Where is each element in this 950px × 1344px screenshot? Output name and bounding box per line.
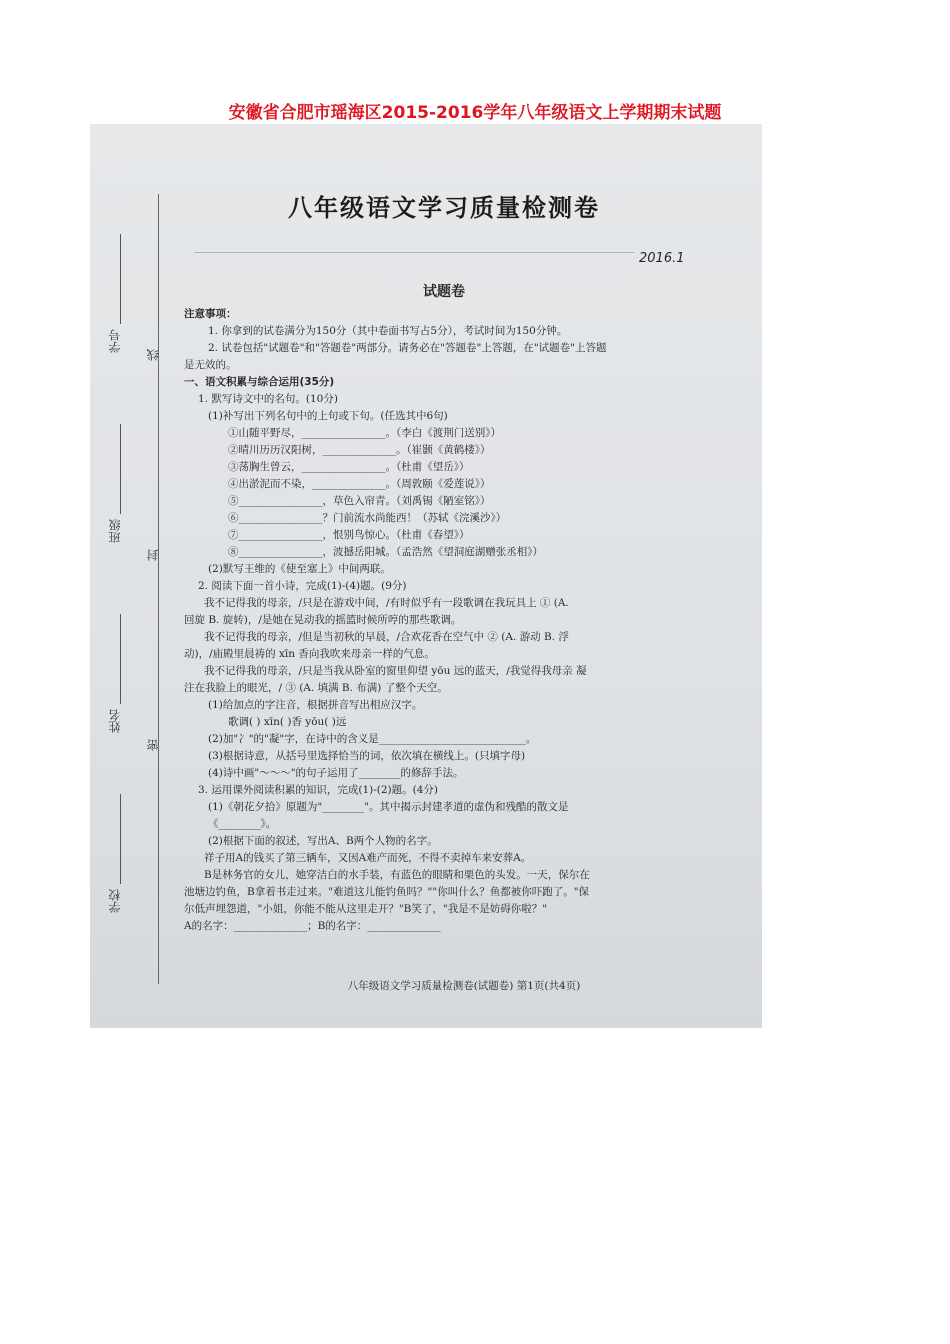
poem-line: 我不记得我的母亲，/只是当我从卧室的窗里仰望 yōu 远的蓝天，/我觉得我母亲 凝 (204, 665, 587, 677)
notice-line: 2. 试卷包括"试题卷"和"答题卷"两部分。请务必在"答题卷"上答题，在"试题卷"上答题 (208, 342, 607, 354)
question-line: 3. 运用课外阅读积累的知识，完成(1)-(2)题。(4分) (198, 784, 439, 796)
question-line: (2)默写王维的《使至塞上》中间两联。 (208, 563, 391, 575)
margin-blank-school (120, 794, 121, 884)
section-heading: 一、语文积累与综合运用(35分) (184, 376, 335, 388)
poem-line: 我不记得我的母亲，/只是在游戏中间，/有时似乎有一段歌调在我玩具上 ① (A. (204, 597, 569, 609)
passage-line: B是林务官的女儿，她穿洁白的水手装，有蓝色的眼睛和栗色的头发。一天，保尔在 (204, 869, 590, 881)
answer-line: A的名字：______________；B的名字：______________ (184, 920, 441, 932)
poem-line: 回旋 B. 旋转)，/是她在晃动我的摇篮时候所哼的那些歌调。 (184, 614, 462, 626)
question-line: ③荡胸生曾云，________________。（杜甫《望岳》） (228, 461, 470, 473)
question-line: ⑥________________？门前流水尚能西！（苏轼《浣溪沙》） (228, 512, 507, 524)
passage-line: 池塘边钓鱼，B拿着书走过来。"难道这儿能钓鱼吗？""你叫什么？鱼都被你吓跑了。"保 (184, 886, 590, 898)
exam-paper (90, 124, 762, 1028)
exam-body (184, 306, 744, 935)
poem-line: 注在我脸上的眼光，/ ③ (A. 填满 B. 布满) 了整个天空。 (184, 682, 448, 694)
notice-line: 是无效的。 (184, 359, 237, 371)
passage-line: 祥子用A的钱买了第三辆车，又因A难产而死，不得不卖掉车来安葬A。 (204, 852, 532, 864)
scanned-exam-page (90, 124, 762, 1028)
question-line: (2)加"冫"的"凝"字，在诗中的含义是____________________________。 (208, 733, 537, 745)
question-line: ⑧________________，波撼岳阳城。（孟浩然《望洞庭湖赠张丞相》） (228, 546, 543, 558)
passage-line: 尔低声埋怨道，"小姐，你能不能从这里走开？"B笑了，"我是不是妨碍你啦？" (184, 903, 548, 915)
question-line: ②晴川历历汉阳树，______________。（崔颢《黄鹤楼》） (228, 444, 491, 456)
poem-line: 我不记得我的母亲，/但是当初秋的早晨，/合欢花香在空气中 ② (A. 游动 B. 浮 (204, 631, 569, 643)
question-line: (2)根据下面的叙述，写出A、B两个人物的名字。 (208, 835, 438, 847)
document-title: 安徽省合肥市瑶海区2015-2016学年八年级语文上学期期末试题 (228, 103, 722, 123)
notice-heading: 注意事项： (184, 308, 237, 320)
binding-line (158, 194, 159, 984)
seal-char-seal: 封 (146, 549, 160, 561)
question-line: ⑤________________，草色入帘青。（刘禹锡《陋室铭》） (228, 495, 491, 507)
question-line: 歌调( ) xīn( )香 yōu( )远 (228, 716, 347, 728)
poem-line: 动)，/庙殿里晨祷的 xīn 香向我吹来母亲一样的气息。 (184, 648, 435, 660)
question-line: (4)诗中画"～～～"的句子运用了________的修辞手法。 (208, 767, 464, 779)
seal-char-line: 线 (146, 349, 160, 361)
question-line: ⑦________________，恨别鸟惊心。（杜甫《春望》） (228, 529, 470, 541)
question-line: (1)给加点的字注音，根据拼音写出相应汉字。 (208, 699, 423, 711)
question-line: 1. 默写诗文中的名句。(10分) (198, 393, 338, 405)
margin-blank-class (120, 424, 121, 514)
page-footer: 八年级语文学习质量检测卷(试题卷) 第1页(共4页) (347, 980, 581, 992)
question-line: ①山随平野尽，________________。（李白《渡荆门送别》） (228, 427, 501, 439)
seal-char-secret: 密 (146, 739, 160, 751)
title-underline (194, 252, 634, 253)
question-line: (1)《朝花夕拾》原题为"________"。其中揭示封建孝道的虚伪和残酷的散文是 (208, 801, 569, 813)
margin-label-school: 学校 (108, 889, 122, 913)
margin-label-name: 姓名 (108, 709, 122, 733)
notice-line: 1. 你拿到的试卷满分为150分（其中卷面书写占5分），考试时间为150分钟。 (208, 325, 568, 337)
exam-subtitle: 试题卷 (423, 284, 465, 300)
question-line: (3)根据诗意，从括号里选择恰当的词，依次填在横线上。(只填字母) (208, 750, 526, 762)
question-line: 《________》。 (208, 818, 277, 830)
question-line: ④出淤泥而不染，______________。（周敦颐《爱莲说》） (228, 478, 491, 490)
exam-date: 2016.1 (639, 251, 685, 266)
margin-label-class: 班级 (108, 519, 122, 543)
question-line: (1)补写出下列名句中的上句或下句。(任选其中6句) (208, 410, 448, 422)
question-line: 2. 阅读下面一首小诗，完成(1)-(4)题。(9分) (198, 580, 407, 592)
exam-title: 八年级语文学习质量检测卷 (288, 194, 600, 222)
margin-blank-student-id (120, 234, 121, 324)
margin-label-student-id: 学号 (108, 329, 122, 353)
margin-blank-name (120, 614, 121, 704)
